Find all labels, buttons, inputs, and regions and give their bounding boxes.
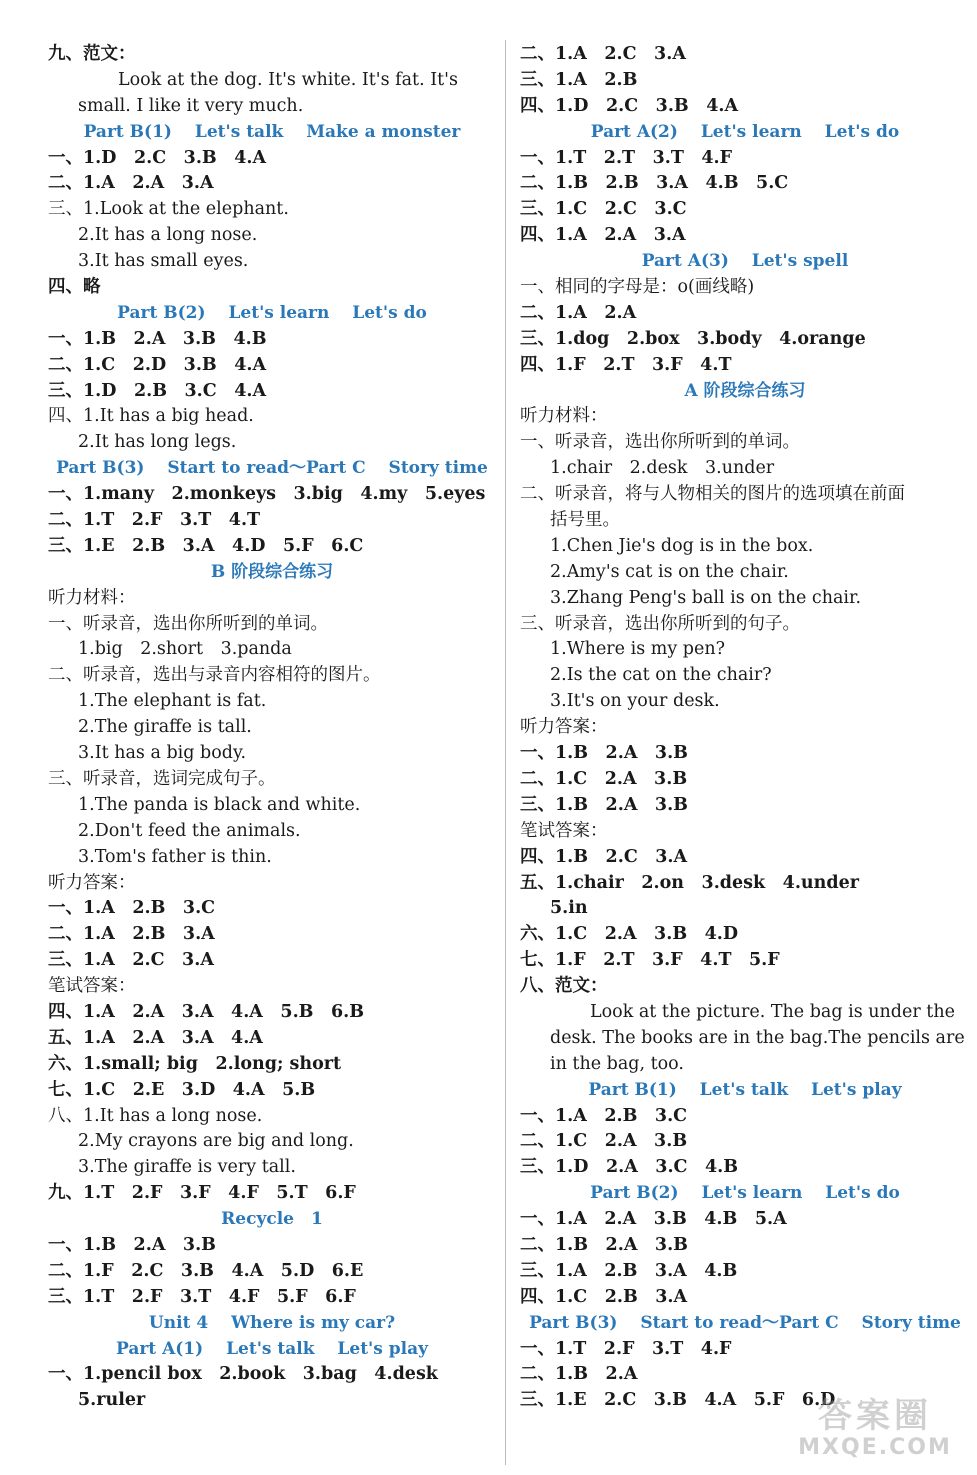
answer-line: 一、1.T 2.F 3.T 4.F [520,1338,732,1359]
section-heading: Part B(1) Let's talk Let's play [588,1079,902,1100]
answer-line: 八、1.It has a long nose. [48,1105,263,1126]
answer-line: 二、听录音，将与人物相关的图片的选项填在前面 [520,484,905,505]
answer-line: 1.The elephant is fat. [78,691,267,712]
watermark-url: MXQE.COM [798,1435,952,1460]
answer-line: 三、1.Look at the elephant. [48,199,289,220]
answer-line: 1.The panda is black and white. [78,794,361,815]
answer-line: 三、听录音，选出你所听到的句子。 [520,613,800,634]
answer-line: 二、1.B 2.A [520,1364,638,1385]
answer-line: 5.in [550,898,588,919]
answer-line: 二、1.A 2.A [520,302,637,323]
answer-line: 三、1.D 2.A 3.C 4.B [520,1157,739,1178]
answer-line: 听力材料： [48,587,136,608]
answer-line: 四、1.A 2.A 3.A [520,225,686,246]
answer-line: 听力答案： [48,872,136,893]
answer-line: 一、1.many 2.monkeys 3.big 4.my 5.eyes [48,484,486,505]
answer-line: 三、1.E 2.C 3.B 4.A 5.F 6.D [520,1390,836,1411]
section-heading: B 阶段综合练习 [210,561,334,582]
answer-line: Look at the picture. The bag is under the [590,1001,955,1022]
answer-line: 四、1.C 2.B 3.A [520,1286,688,1307]
section-heading: Recycle 1 [221,1209,323,1230]
answer-line: 一、1.D 2.C 3.B 4.A [48,147,267,168]
answer-line: 2.Is the cat on the chair? [550,665,772,686]
answer-line: 三、1.dog 2.box 3.body 4.orange [520,328,866,349]
answer-line: desk. The books are in the bag.The pencils are [550,1027,965,1048]
answer-line: 六、1.C 2.A 3.B 4.D [520,924,739,945]
answer-line: 二、1.A 2.B 3.A [48,924,215,945]
answer-line: 2.It has a long nose. [78,225,258,246]
answer-line: small. I like it very much. [78,95,304,116]
answer-line: 九、范文： [48,44,136,64]
section-heading: Unit 4 Where is my car? [148,1312,396,1333]
answer-line: 二、1.C 2.A 3.B [520,768,688,789]
section-heading: Part B(1) Let's talk Make a monster [83,121,461,142]
answer-line: 二、1.C 2.A 3.B [520,1131,688,1152]
answer-line: 一、1.A 2.B 3.C [520,1105,688,1126]
section-heading: Part B(3) Start to read～Part C Story time [56,458,488,479]
answer-line: 二、1.C 2.D 3.B 4.A [48,354,267,375]
watermark-title: 答案圈 [818,1396,932,1436]
answer-line: 二、1.T 2.F 3.T 4.T [48,510,261,531]
answer-line: 三、1.D 2.B 3.C 4.A [48,380,267,401]
section-heading: Part A(2) Let's learn Let's do [590,121,900,142]
answer-line: 3.It has a big body. [78,743,247,764]
answer-line: 九、1.T 2.F 3.F 4.F 5.T 6.F [48,1183,356,1204]
answer-line: 三、1.C 2.C 3.C [520,199,687,220]
answer-line: 一、1.B 2.A 3.B 4.B [48,328,267,349]
section-heading: Part A(3) Let's spell [641,251,849,272]
answer-line: 笔试答案： [48,976,136,997]
answer-line: 2.Don't feed the animals. [78,820,301,841]
answer-line: 四、1.It has a big head. [48,406,254,427]
answer-line: 七、1.F 2.T 3.F 4.T 5.F [520,950,780,971]
answer-line: 三、1.T 2.F 3.T 4.F 5.F 6.F [48,1286,356,1307]
answer-line: 2.My crayons are big and long. [78,1131,354,1152]
answer-line: 三、1.E 2.B 3.A 4.D 5.F 6.C [48,535,364,556]
answer-line: 七、1.C 2.E 3.D 4.A 5.B [48,1079,316,1100]
answer-line: 一、1.B 2.A 3.B [520,743,688,764]
answer-line: 3.It has small eyes. [78,251,249,272]
answer-line: 二、1.A 2.A 3.A [48,173,214,194]
answer-line: 1.chair 2.desk 3.under [550,458,775,479]
answer-line: in the bag, too. [550,1053,684,1074]
answer-line: Look at the dog. It's white. It's fat. It's [118,69,458,90]
answer-line: 四、1.F 2.T 3.F 4.T [520,354,732,375]
answer-line: 四、1.D 2.C 3.B 4.A [520,95,739,116]
answer-line: 1.big 2.short 3.panda [78,639,292,660]
section-heading: A 阶段综合练习 [684,380,806,401]
answer-line: 三、1.A 2.B [520,69,638,90]
section-heading: Part B(2) Let's learn Let's do [590,1183,900,1204]
answer-line: 2.The giraffe is tall. [78,717,252,738]
answer-line: 一、相同的字母是：o(画线略) [520,277,755,298]
answer-line: 一、1.B 2.A 3.B [48,1234,216,1255]
answer-line: 五、1.A 2.A 3.A 4.A [48,1027,263,1048]
answer-line: 二、听录音，选出与录音内容相符的图片。 [48,665,381,686]
section-heading: Part B(2) Let's learn Let's do [117,302,427,323]
answer-line: 一、1.pencil box 2.book 3.bag 4.desk [48,1364,438,1385]
left-column [48,42,496,1414]
watermark-logo [785,1397,965,1467]
answer-line: 三、1.A 2.C 3.A [48,950,214,971]
answer-line: 2.It has long legs. [78,432,237,453]
answer-line: 八、范文： [520,976,608,997]
answer-line: 四、1.B 2.C 3.A [520,846,688,867]
answer-line: 听力答案： [520,717,608,738]
answer-line: 3.Zhang Peng's ball is on the chair. [550,587,862,608]
answer-line: 一、1.T 2.T 3.T 4.F [520,147,733,168]
answer-line: 三、1.B 2.A 3.B [520,794,688,815]
answer-line: 2.Amy's cat is on the chair. [550,561,789,582]
answer-line: 四、略 [48,277,101,298]
section-heading: Part A(1) Let's talk Let's play [116,1338,428,1359]
answer-line: 括号里。 [550,510,620,531]
answer-line: 1.Where is my pen? [550,639,725,660]
answer-line: 二、1.A 2.C 3.A [520,44,686,64]
answer-line: 一、听录音，选出你所听到的单词。 [520,432,800,453]
answer-line: 五、1.chair 2.on 3.desk 4.under [520,872,859,893]
column-divider [505,40,506,1465]
answer-line: 3.It's on your desk. [550,691,720,712]
answer-line: 四、1.A 2.A 3.A 4.A 5.B 6.B [48,1001,365,1022]
answer-line: 一、1.A 2.B 3.C [48,898,216,919]
answer-line: 三、1.A 2.B 3.A 4.B [520,1260,738,1281]
answer-line: 笔试答案： [520,820,608,841]
answer-line: 1.Chen Jie's dog is in the box. [550,535,814,556]
right-column [520,42,970,1414]
answer-line: 二、1.F 2.C 3.B 4.A 5.D 6.E [48,1260,364,1281]
answer-line: 3.Tom's father is thin. [78,846,272,867]
answer-line: 一、1.A 2.A 3.B 4.B 5.A [520,1209,787,1230]
answer-line: 六、1.small; big 2.long; short [48,1053,342,1074]
answer-line: 二、1.B 2.B 3.A 4.B 5.C [520,173,789,194]
answer-line: 3.The giraffe is very tall. [78,1157,296,1178]
answer-line: 三、听录音，选词完成句子。 [48,768,276,789]
answer-line: 听力材料： [520,406,608,427]
section-heading: Part B(3) Start to read～Part C Story time [529,1312,961,1333]
answer-line: 5.ruler [78,1390,146,1411]
answer-line: 一、听录音，选出你所听到的单词。 [48,613,328,634]
answer-line: 二、1.B 2.A 3.B [520,1234,688,1255]
